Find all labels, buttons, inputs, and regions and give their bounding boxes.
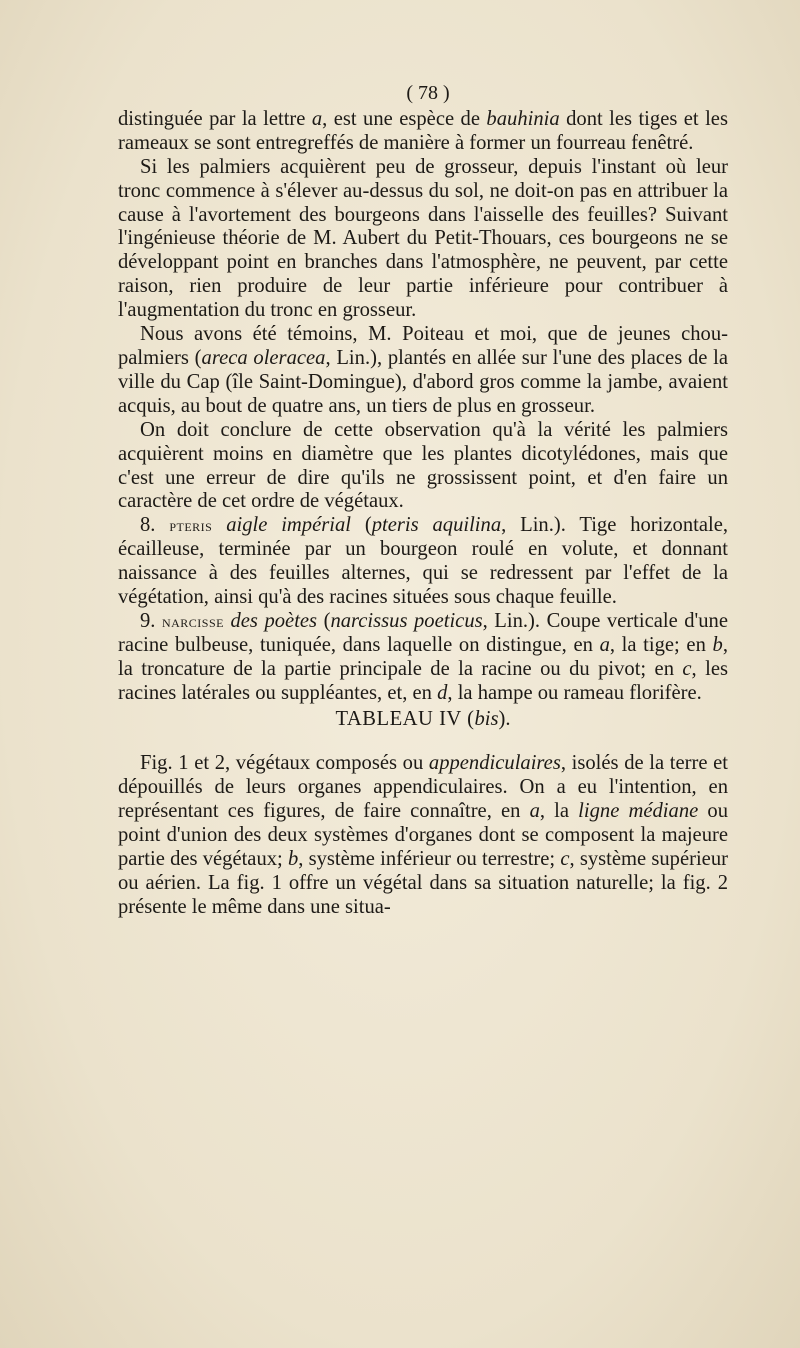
paragraph-palmiers: Si les palmiers acquièrent peu de grosseur, depuis l'instant où leur tronc commence à s'élever au-dessus du sol, ne doit-on pas en attribuer la cause à l'avortement des bourgeons dans l'aisselle des feuilles? Suivant l'ingénieuse théorie de M. Aubert du Petit-Thouars, ces bourgeons ne se développant point en branches dans l'atmosphère, ne peuvent, par cette raison, rien produire de leur partie inférieure pour contribuer à l'augmentation du tronc en grosseur. bbox=[118, 155, 728, 322]
text-block bbox=[118, 82, 728, 920]
paragraph-temoins: Nous avons été témoins, M. Poiteau et moi, que de jeunes chou-palmiers (areca oleracea, Lin.), plantés en allée sur l'une des places de la ville du Cap (île Saint-Domingue), d'abord gros comme la jambe, avaient acquis, au bout de quatre ans, un tiers de plus en grosseur. bbox=[118, 323, 729, 417]
page-number: ( 78 ) bbox=[406, 82, 450, 104]
section-heading: TABLEAU IV (bis). bbox=[335, 707, 511, 730]
paragraph-narcisse: 9. narcisse des poètes (narcissus poeticus, Lin.). Coupe verticale d'une racine bulbeuse, tuniquée, dans laquelle on distingue, en a, la tige; en b, la troncature de la partie principale de la racine ou du pivot; en c, les racines latérales ou suppléantes, et, en d, la hampe ou rameau florifère. bbox=[118, 609, 728, 704]
paragraph-conclusion: On doit conclure de cette observation qu'à la vérité les palmiers acquièrent moins en diamètre que les plantes dicotylédones, mais que c'est une erreur de dire qu'ils ne grossissent point, et d'en faire un caractère de cet ordre de végétaux. bbox=[118, 418, 728, 513]
paragraph-figures: Fig. 1 et 2, végétaux composés ou appendiculaires, isolés de la terre et dépouillés de leurs organes appendiculaires. On a eu l'intention, en représentant ces figures, de faire connaître, en a, la ligne médiane ou point d'union des deux systèmes d'organes dont se composent la majeure partie des végétaux; b, système inférieur ou terrestre; c, système supérieur ou aérien. La fig. 1 offre un végétal dans sa situation naturelle; la fig. 2 présente le même dans une situa- bbox=[118, 752, 729, 918]
paragraph-bauhinia: distinguée par la lettre a, est une espèce de bauhinia dont les tiges et les rameaux se sont entregreffés de manière à former un fourreau fenêtré. bbox=[118, 107, 728, 154]
paragraph-pteris: 8. pteris aigle impérial (pteris aquilina, Lin.). Tige horizontale, écailleuse, terminée par un bourgeon roulé en volute, et donnant naissance à des feuilles alternes, qui se redressent par l'effet de la végétation, ainsi qu'à des racines situées sous chaque feuille. bbox=[118, 514, 728, 609]
heading-spacer bbox=[118, 731, 728, 752]
